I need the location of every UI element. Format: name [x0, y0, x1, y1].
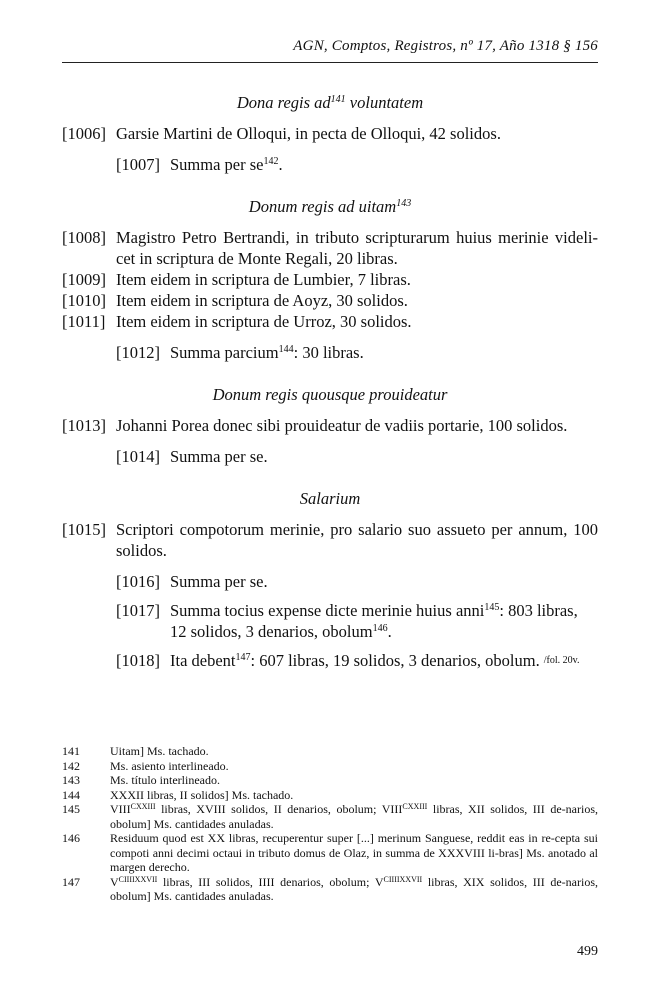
footnote [62, 875, 598, 904]
entry-text: Summa per se. [170, 447, 268, 466]
footnote-ref: 147 [235, 652, 251, 663]
entry-number: [1017] [116, 601, 160, 620]
footnote-ref: 145 [484, 602, 500, 613]
entry-text-container [170, 650, 598, 671]
summa-entry [116, 600, 598, 642]
entry-number: [1018] [116, 651, 160, 670]
footnote [62, 802, 598, 831]
footnotes [62, 744, 598, 904]
superscript-mark: XXVII [134, 874, 158, 884]
main-text [62, 92, 598, 671]
section-title [62, 196, 598, 217]
summa-entry [116, 342, 598, 363]
entry-text: Summa per se. [170, 572, 268, 591]
entry-number: [1011] [62, 312, 106, 331]
entry-number: [1016] [116, 572, 160, 591]
section-title [62, 488, 598, 509]
header-rule [62, 62, 598, 63]
entry-text: . [278, 155, 283, 174]
entry-number: [1008] [62, 228, 106, 247]
superscript-mark: XXVII [399, 874, 423, 884]
entry-text: : 30 libras. [293, 343, 364, 362]
summa-entry [116, 650, 598, 671]
section-title-text: Dona regis ad [236, 93, 331, 112]
footnote-number: 145 [62, 802, 80, 816]
page-number: 499 [577, 944, 598, 959]
section-title [62, 384, 598, 405]
folio-marker: /fol. 20v. [543, 655, 580, 666]
footnote [62, 744, 598, 759]
footnote-number: 147 [62, 874, 80, 889]
superscript-mark: CXXIII [130, 802, 156, 811]
footnote-ref: 141 [330, 94, 346, 105]
section-title-text: Salarium [299, 489, 361, 508]
entry [62, 415, 598, 436]
section [62, 488, 598, 671]
entry-text: Summa per se [170, 155, 264, 174]
entry [62, 311, 598, 332]
entry-text: Ita debent [170, 651, 236, 670]
entry-text: Johanni Porea donec sibi prouideatur de vadiis portarie, 100 solidos. [116, 416, 568, 435]
entry-number: [1010] [62, 291, 106, 310]
entry-text: Garsie Martini de Olloqui, in pecta de Olloqui, 42 solidos. [116, 124, 501, 143]
footnote-text: Ms. título interlineado. [110, 773, 220, 787]
footnote-number: 144 [62, 787, 80, 802]
footnote-ref: 146 [372, 623, 388, 634]
superscript-mark: CIIII [118, 874, 135, 884]
footnote-text: $V^{CIIIIXXVII}$ libras, III solidos, IIII denarios, obolum; $V^{CIIIIXXVII}$ libras, XIX solidos, III de-narios, obolum] Ms. cantidades anuladas. [110, 874, 598, 903]
footnote [62, 788, 598, 803]
section-title [62, 92, 598, 113]
entry-text: : 803 libras, 12 solidos, 3 denarios, obolum [170, 601, 578, 641]
entry-number: [1014] [116, 447, 160, 466]
section-title-text: Donum regis ad uitam [248, 197, 397, 216]
footnote-text: XXXII libras, II solidos] Ms. tachado. [110, 787, 294, 802]
entry-number: [1015] [62, 520, 106, 539]
entry-text-container [170, 446, 598, 467]
entry-number: [1006] [62, 124, 106, 143]
superscript-mark: CXXIII [402, 802, 428, 811]
entry-text: Item eidem in scriptura de Lumbier, 7 libras. [116, 270, 411, 289]
entry [62, 290, 598, 311]
footnote-text: Ms. asiento interlineado. [110, 758, 229, 773]
entry-number: [1009] [62, 270, 106, 289]
superscript-mark: CIIII [383, 874, 400, 884]
entry-number: [1013] [62, 416, 106, 435]
entry-text: Summa parcium [170, 343, 279, 362]
section [62, 196, 598, 363]
footnote-number: 142 [62, 758, 80, 773]
entry [62, 123, 598, 144]
section-title-text: Donum regis quousque prouideatur [212, 385, 448, 404]
footnote-text: Uitam] Ms. tachado. [110, 744, 209, 758]
footnote [62, 759, 598, 774]
summa-entry [116, 571, 598, 592]
footnote-ref: 143 [396, 198, 412, 209]
footnote [62, 773, 598, 788]
footnote-text: Residuum quod est XX libras, recuperentur super [...] merinum Sanguese, reddit eas in re-cepta sui compoti anni decimi octaui in tributo domus de Olaz, in summa de XXXVIII li-bras] Ms. anotado al margen derecho. [110, 831, 598, 874]
entry-number: [1012] [116, 343, 160, 362]
entry-text-container [170, 600, 598, 642]
summa-entry [116, 446, 598, 467]
entry-text: Item eidem in scriptura de Aoyz, 30 solidos. [116, 291, 408, 310]
entry-text: Item eidem in scriptura de Urroz, 30 solidos. [116, 312, 412, 331]
section [62, 384, 598, 467]
footnote-number: 146 [62, 831, 80, 845]
entry-text: . [387, 622, 392, 641]
running-head: AGN, Comptos, Registros, nº 17, Año 1318 § 156 [293, 38, 598, 54]
footnote-number: 143 [62, 773, 80, 787]
entry-text: Summa tocius expense dicte merinie huius anni [170, 601, 485, 620]
entry-text-container [170, 154, 598, 175]
entry-text-container [170, 342, 598, 363]
entry [62, 227, 598, 269]
entry-text-container [170, 571, 598, 592]
section [62, 92, 598, 175]
entry [62, 519, 598, 561]
footnote-text: $VIII^{CXXIII}$ libras, XVIII solidos, II denarios, obolum; $VIII^{CXXIII}$ libras, XII solidos, III de-narios, obolum] Ms. cantidades anuladas. [110, 802, 598, 831]
summa-entry [116, 154, 598, 175]
entry-number: [1007] [116, 155, 160, 174]
footnote-ref: 142 [263, 156, 279, 167]
entry-text: : 607 libras, 19 solidos, 3 denarios, obolum. [250, 651, 540, 670]
footnote-ref: 144 [278, 344, 294, 355]
section-title-text: voluntatem [345, 93, 424, 112]
entry [62, 269, 598, 290]
entry-text: Scriptori compotorum merinie, pro salario suo assueto per annum, 100 solidos. [116, 520, 598, 560]
footnote-number: 141 [62, 744, 80, 758]
footnote [62, 831, 598, 875]
entry-text: Magistro Petro Bertrandi, in tributo scripturarum huius merinie videli-cet in scriptura de Monte Regali, 20 libras. [116, 228, 598, 268]
